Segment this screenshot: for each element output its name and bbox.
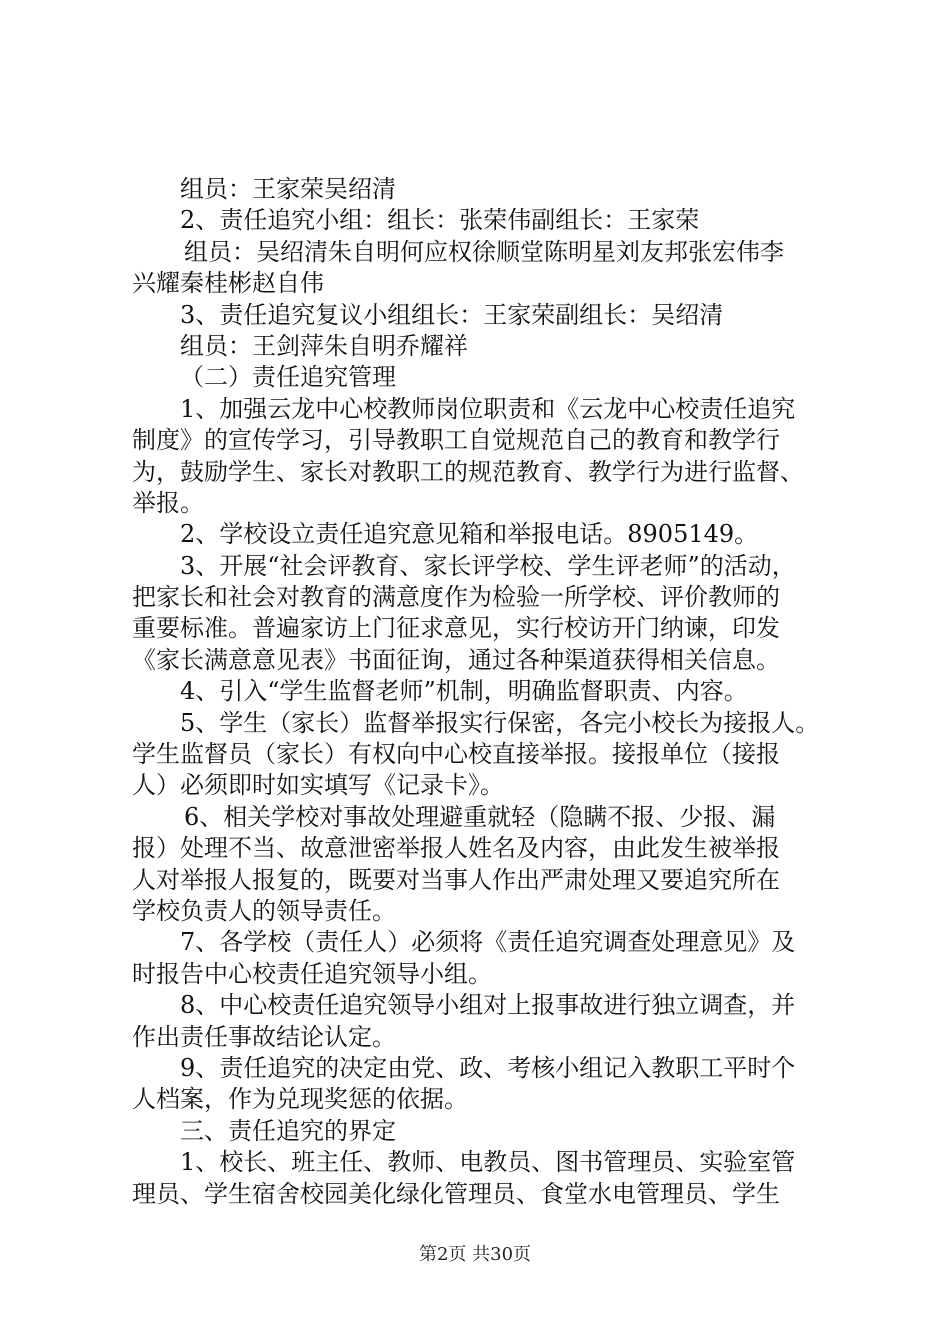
text-line: 3、责任追究复议小组组长：王家荣副组长：吴绍清	[180, 300, 724, 329]
text-line: 3、开展“社会评教育、家长评学校、学生评老师”的活动，	[180, 551, 796, 580]
text-line: 重要标准。普遍家访上门征求意见，实行校访开门纳谏，印发	[132, 614, 780, 643]
text-line: 7、各学校（责任人）必须将《责任追究调查处理意见》及	[180, 928, 796, 957]
text-line: 2、学校设立责任追究意见箱和举报电话。8905149。	[180, 520, 759, 549]
text-line: 理员、学生宿舍校园美化绿化管理员、食堂水电管理员、学生	[132, 1179, 780, 1208]
text-line: 兴耀秦桂彬赵自伟	[132, 269, 324, 298]
text-line: 为，鼓励学生、家长对教职工的规范教育、教学行为进行监督、	[132, 457, 804, 486]
text-line: 作出责任事故结论认定。	[132, 1022, 396, 1051]
text-line: （二）责任追究管理	[180, 363, 396, 392]
text-line: 人档案，作为兑现奖惩的依据。	[132, 1085, 468, 1114]
text-line: 制度》的宣传学习，引导教职工自觉规范自己的教育和教学行	[132, 426, 780, 455]
text-line: 学校负责人的领导责任。	[132, 896, 396, 925]
document-body	[132, 174, 852, 1210]
text-line: 组员：王剑萍朱自明乔耀祥	[180, 331, 468, 360]
page-footer: 第2页 共30页	[418, 1244, 532, 1265]
text-line: 报）处理不当、故意泄密举报人姓名及内容，由此发生被举报	[132, 834, 780, 863]
text-line: 人）必须即时如实填写《记录卡》。	[132, 771, 504, 800]
text-line: 1、校长、班主任、教师、电教员、图书管理员、实验室管	[180, 1148, 796, 1177]
text-line: 5、学生（家长）监督举报实行保密，各完小校长为接报人。	[180, 708, 820, 737]
text-line: 举报。	[132, 488, 204, 517]
text-line: 组员：王家荣吴绍清	[180, 175, 396, 203]
text-line: 把家长和社会对教育的满意度作为检验一所学校、评价教师的	[132, 583, 780, 612]
text-line: 三、责任追究的界定	[180, 1116, 396, 1145]
text-line: 学生监督员（家长）有权向中心校直接举报。接报单位（接报	[132, 740, 780, 769]
text-line: 2、责任追究小组：组长：张荣伟副组长：王家荣	[180, 206, 700, 235]
text-line: 8、中心校责任追究领导小组对上报事故进行独立调查，并	[180, 991, 796, 1020]
text-line: 组员：吴绍清朱自明何应权徐顺堂陈明星刘友邦张宏伟李	[184, 237, 784, 266]
text-line: 时报告中心校责任追究领导小组。	[132, 959, 492, 988]
text-line: 人对举报人报复的，既要对当事人作出严肃处理又要追究所在	[132, 865, 780, 894]
text-line: 1、加强云龙中心校教师岗位职责和《云龙中心校责任追究	[180, 394, 796, 423]
text-line: 4、引入“学生监督老师”机制，明确监督职责、内容。	[180, 677, 748, 706]
text-line: 9、责任追究的决定由党、政、考核小组记入教职工平时个	[180, 1053, 796, 1082]
text-line: 《家长满意意见表》书面征询，通过各种渠道获得相关信息。	[132, 645, 780, 674]
text-line: 6、相关学校对事故处理避重就轻（隐瞒不报、少报、漏	[184, 802, 776, 831]
